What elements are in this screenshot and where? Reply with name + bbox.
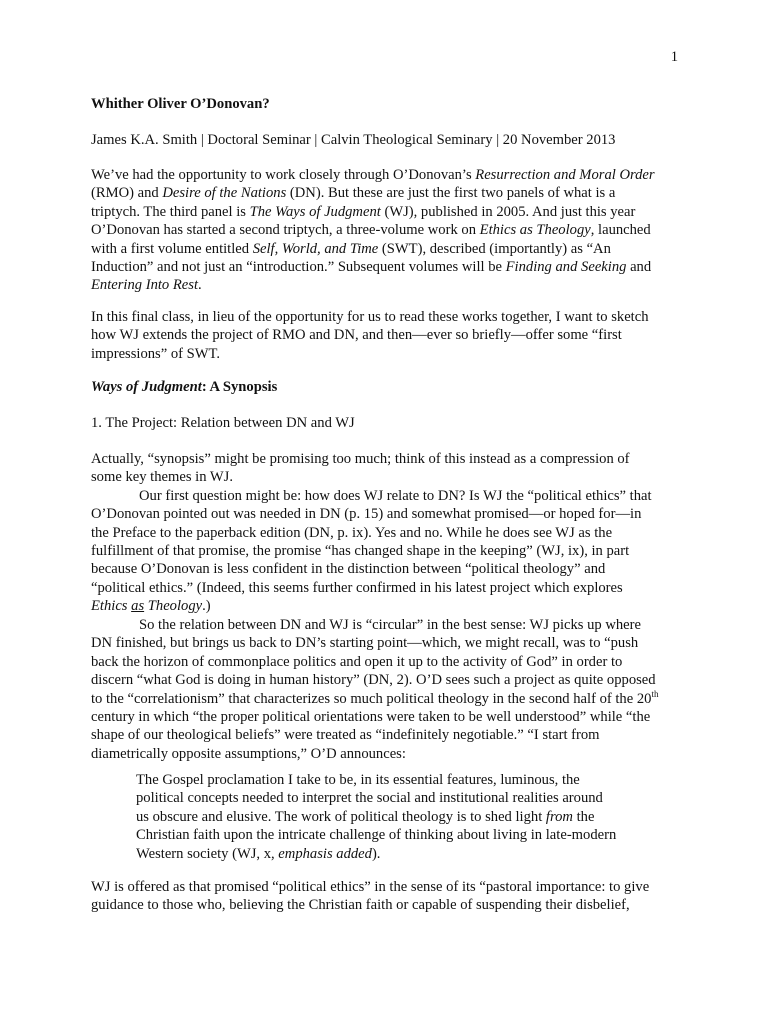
book-title-finding-seeking: Finding and Seeking xyxy=(505,258,627,275)
section-heading: Ways of Judgment: A Synopsis xyxy=(91,379,278,395)
book-title-rmo: Resurrection and Moral Order xyxy=(475,167,655,183)
book-title-entering-rest: Entering Into Rest xyxy=(91,277,199,294)
closing-paragraph: WJ is offered as that promised “political ethics” in the sense of its “pastoral importance: to give guidance to those who, believing the Christian faith or capable of suspending their disbelief, xyxy=(91,879,650,914)
relation-paragraph: So the relation between DN and WJ is “circular” in the best sense: WJ picks up where DN finished, but brings us back to DN’s starting point—which, we might recall, was to “push back the horizon of commonplace politics and open it up to the activity of God” in order to discern “what God is doing in human history” (DN, 2). O’D sees such a project as quite opposed to the “correlationism” that characterizes so much political theology in the second half of the 20th century in which “the proper political orientations were taken to be well understood” while “the shape of our theological beliefs” were treated as “indefinitely negotiable.” “I start from diametrically opposite assumptions,” O’D announces: xyxy=(91,617,659,762)
byline: James K.A. Smith | Doctoral Seminar | Calvin Theological Seminary | 20 November 2013 xyxy=(91,132,616,148)
page-number: 1 xyxy=(670,49,678,65)
block-quote: The Gospel proclamation I take to be, in its essential features, luminous, the political concepts needed to interpret the social and institutional realities around us obscure and elusive. The work of political theology is to shed light from the Christian faith upon the intricate challenge of thinking about living in late-modern Western society (WJ, x, emphasis added). xyxy=(136,772,617,862)
book-title-dn: Desire of the Nations xyxy=(162,185,287,202)
document-title: Whither Oliver O’Donovan? xyxy=(91,96,270,112)
intro-paragraph: We’ve had the opportunity to work closely through O’Donovan’s Resurrection and Moral Order (RMO) and Desire of the Nations (DN). But these are just the first two panels of what is a triptych. The third panel is The Ways of Judgment (WJ), published in 2005. And just this year O’Donovan has started a second triptych, a three-volume work on Ethics as Theology, launched with a first volume entitled Self, World, and Time (SWT), described (importantly) as “An Induction” and not just an “introduction.” Subsequent volumes will be Finding and Seeking and Entering Into Rest. xyxy=(91,167,655,294)
synopsis-paragraph: Actually, “synopsis” might be promising too much; think of this instead as a compression of some key themes in WJ. Our first question might be: how does WJ relate to DN? Is WJ the “political ethics” that O’Donovan pointed out was needed in DN (p. 15) and somewhat promised—or hoped for—in the Preface to the paperback edition (DN, p. ix). Yes and no. While he does see WJ as the fulfillment of that promise, the promise “has changed shape in the keeping” (WJ, ix), in part because O’Donovan is less confident in the distinction between “political theology” and “political ethics.” (Indeed, this seems further confirmed in his latest project which explores Ethics as Theology.) xyxy=(91,451,652,615)
subsection-heading: 1. The Project: Relation between DN and WJ xyxy=(91,415,355,431)
book-title-swt: Self, World, and Time xyxy=(252,240,379,257)
book-title-wj: The Ways of Judgment xyxy=(249,203,381,220)
class-paragraph: In this final class, in lieu of the opportunity for us to read these works together, I want to sketch how WJ extends the project of RMO and DN, and then—ever so briefly—offer some “first impressions” of SWT. xyxy=(91,309,649,362)
work-title-ethics-as-theology: Ethics as Theology xyxy=(479,222,591,239)
